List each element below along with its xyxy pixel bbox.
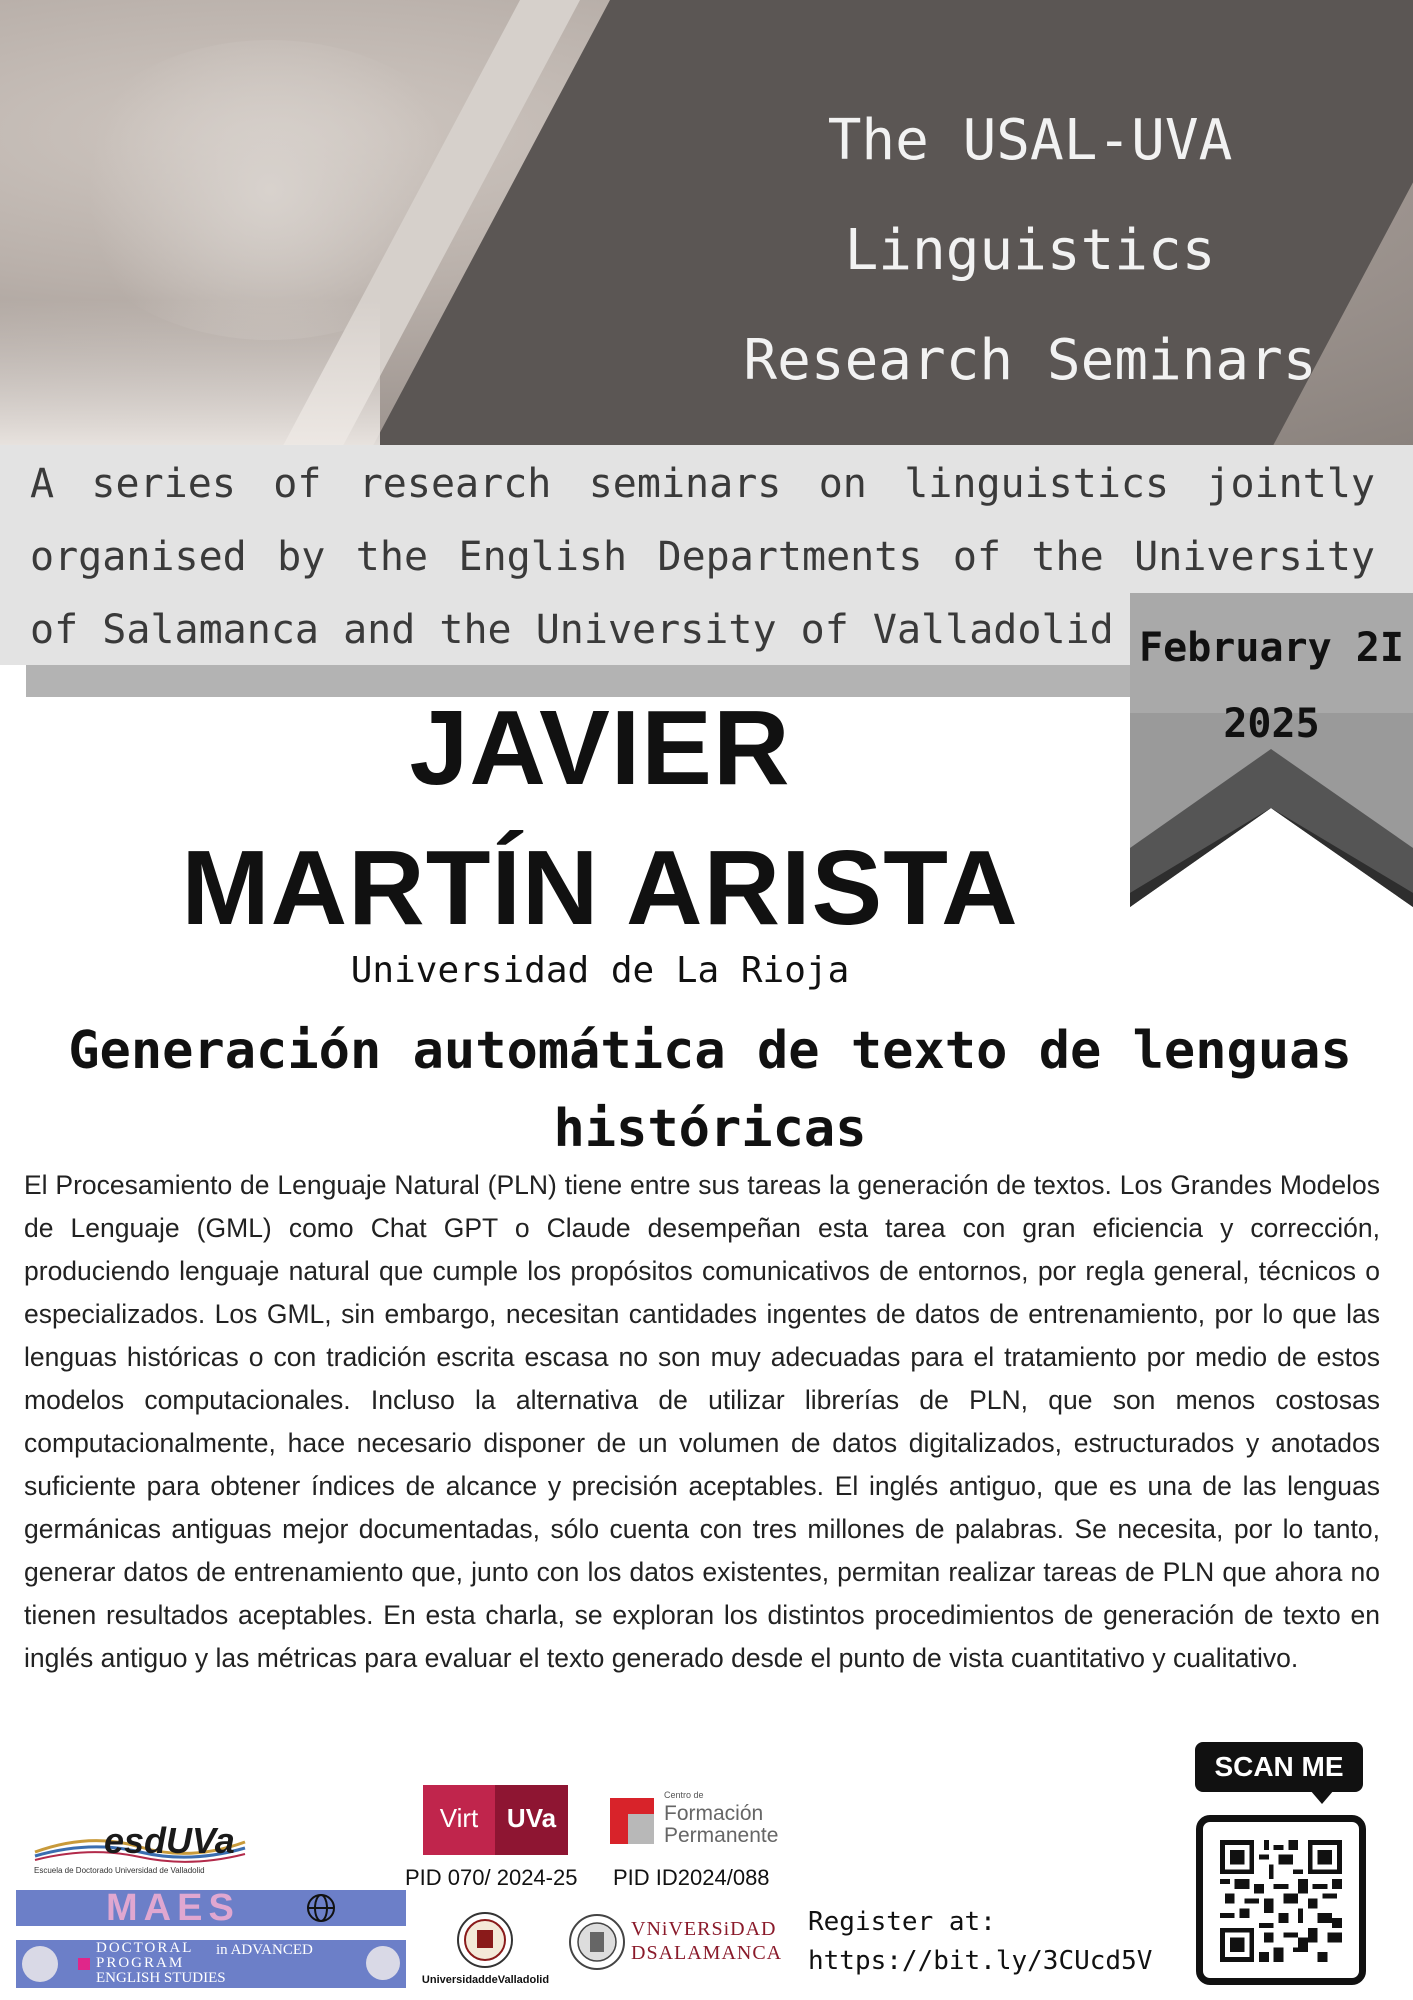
scan-me-pointer (1310, 1790, 1334, 1804)
cfp-logo (602, 1790, 792, 1852)
uva-logo (418, 1910, 553, 1994)
series-title-line-2: Linguistics (844, 218, 1216, 283)
usal-logo (567, 1912, 787, 1972)
speaker-affiliation: Universidad de La Rioja (350, 950, 850, 991)
esduva-logo-text: esdUVa (104, 1820, 235, 1861)
usal-logo-line2: DSALAMANCA (631, 1942, 783, 1964)
virtuva-logo (423, 1785, 568, 1855)
series-title-line-1: The USAL-UVA (827, 108, 1233, 173)
qr-code-icon[interactable] (1220, 1840, 1342, 1962)
virtuva-logo-text-b: UVa (506, 1803, 557, 1833)
register-link[interactable]: https://bit.ly/3CUcd5V (808, 1946, 1153, 1976)
uva-logo-text: UniversidaddeValladolid (421, 1974, 550, 1986)
virtuva-logo-text-a: Virt (439, 1803, 479, 1833)
talk-title: Generación automática de texto de lenguas históricas (68, 1021, 1352, 1159)
series-title-line-3: Research Seminars (743, 328, 1317, 393)
usal-seal-icon (567, 1912, 627, 1972)
virtuva-pid: PID 070/ 2024-25 (405, 1865, 578, 1890)
esduva-logo-subtitle: Escuela de Doctorado Universidad de Valladolid (34, 1866, 205, 1875)
doctoral-program-line2: PROGRAM (96, 1955, 185, 1971)
maes-logo-text: MAES (106, 1887, 240, 1929)
globe-icon (306, 1893, 336, 1923)
seminar-date-year: 2025 (1223, 701, 1320, 747)
speaker-surname: MARTÍN ARISTA (181, 829, 1019, 947)
speaker-first-name: JAVIER (409, 689, 791, 807)
doctoral-program-line1: DOCTORAL (96, 1940, 194, 1956)
seminar-date-day: February 2I (1139, 625, 1404, 671)
usal-logo-line1: VNiVERSiDAD (631, 1918, 777, 1940)
cfp-pid: PID ID2024/088 (613, 1865, 770, 1890)
doctoral-program-in: in ADVANCED (216, 1942, 313, 1958)
series-description: A series of research seminars on linguistics jointly organised by the English Departments of the University of Salamanca and the University of Valladolid (30, 461, 1375, 653)
register-label: Register at: (808, 1907, 996, 1937)
cfp-logo-mark (602, 1790, 662, 1852)
doctoral-program-line3: ENGLISH STUDIES (96, 1970, 226, 1986)
cfp-logo-line2: Permanente (664, 1824, 779, 1847)
esduva-logo (30, 1812, 250, 1882)
doctoral-program-logo (16, 1940, 406, 1988)
maes-logo (16, 1887, 406, 1929)
uva-seal-icon (455, 1910, 515, 1970)
talk-abstract: El Procesamiento de Lenguaje Natural (PLN) tiene entre sus tareas la generación de textos. Los Grandes Modelos de Lenguaje (GML) como Chat GPT o Claude desempeñan esta tarea con gran eficiencia y corrección, produciendo lenguaje natural que cumple los propósitos comunicativos de entornos, por regla general, técnicos o especializados. Los GML, sin embargo, necesitan cantidades ingentes de datos de entrenamiento, por lo que las lenguas históricas o con tradición escrita escasa no son muy adecuadas para el tratamiento por medio de estos modelos computacionales. Incluso la alternativa de utilizar librerías de PLN, que son menos costosas computacionalmente, hace necesario disponer de un volumen de datos digitalizados, estructurados y anotados suficiente para obtener índices de alcance y precisión aceptables. El inglés antiguo, que es una de las lenguas germánicas antiguas mejor documentadas, sólo cuenta con tres millones de palabras. Se necesita, por lo tanto, generar datos de entrenamiento que, junto con los datos existentes, permitan realizar tareas de PLN que ahora no tienen resultados aceptables. En esta charla, se exploran los distintos procedimientos de generación de texto en inglés antiguo y las métricas para evaluar el texto generado desde el punto de vista cuantitativo y cualitativo. (24, 1170, 1380, 1673)
cfp-logo-line1: Formación (664, 1802, 764, 1825)
cfp-logo-small: Centro de (664, 1790, 704, 1800)
scan-me-label: SCAN ME (1195, 1742, 1363, 1792)
